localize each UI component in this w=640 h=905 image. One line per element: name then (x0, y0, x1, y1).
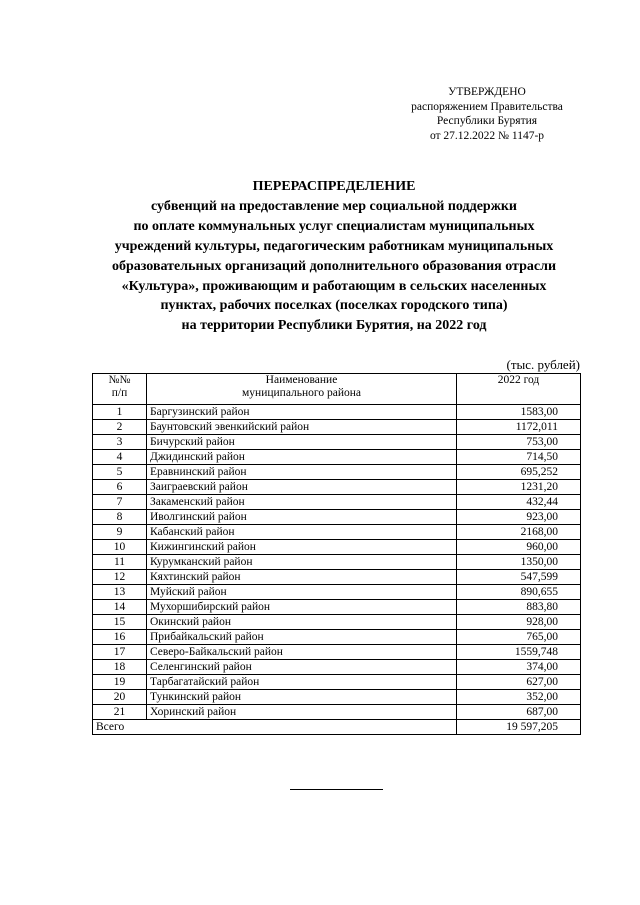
title-line: учреждений культуры, педагогическим работникам муниципальных (114, 238, 554, 254)
title-line: пунктах, рабочих поселках (поселках городского типа) (160, 298, 508, 314)
table-row (93, 480, 581, 495)
table-row (93, 660, 581, 675)
closing-rule (290, 789, 383, 790)
row-number: 21 (93, 705, 147, 720)
row-number: 14 (93, 600, 147, 615)
total-amount: 19 597,205 (457, 720, 581, 735)
row-number: 17 (93, 645, 147, 660)
row-number: 6 (93, 480, 147, 495)
row-number: 7 (93, 495, 147, 510)
table-row (93, 510, 581, 525)
table-row (93, 600, 581, 615)
row-district-name: Мухоршибирский район (147, 600, 457, 615)
row-district-name: Хоринский район (147, 705, 457, 720)
title-line: образовательных организаций дополнительного образования отрасли (111, 258, 557, 274)
row-district-name: Селенгинский район (147, 660, 457, 675)
approval-date: от 27.12.2022 № 1147-р (429, 129, 545, 142)
row-amount: 1559,748 (457, 645, 581, 660)
row-district-name: Джидинский район (147, 450, 457, 465)
title-line: ПЕРЕРАСПРЕДЕЛЕНИЕ (252, 179, 416, 194)
header-name (147, 374, 457, 405)
row-district-name: Тарбагатайский район (147, 675, 457, 690)
approval-line: распоряжением Правительства (411, 100, 563, 113)
row-number: 20 (93, 690, 147, 705)
approval-line: Республики Бурятия (436, 115, 538, 127)
distribution-table (92, 373, 581, 735)
table-row (93, 405, 581, 420)
table-row (93, 615, 581, 630)
row-amount: 883,80 (457, 600, 581, 615)
table-row (93, 465, 581, 480)
table-row (93, 495, 581, 510)
row-amount: 1583,00 (457, 405, 581, 420)
row-number: 18 (93, 660, 147, 675)
table-row (93, 690, 581, 705)
table-row (93, 420, 581, 435)
row-number: 19 (93, 675, 147, 690)
row-amount: 695,252 (457, 465, 581, 480)
row-amount: 627,00 (457, 675, 581, 690)
table-row (93, 705, 581, 720)
row-number: 3 (93, 435, 147, 450)
row-district-name: Северо-Байкальский район (147, 645, 457, 660)
row-district-name: Кижингинский район (147, 540, 457, 555)
table-total-row (93, 720, 581, 735)
table-row (93, 570, 581, 585)
header-name-line2: муниципального района (242, 387, 361, 399)
row-amount: 2168,00 (457, 525, 581, 540)
header-number-line1: №№ (108, 374, 131, 386)
header-number-line2: п/п (111, 387, 128, 399)
row-number: 15 (93, 615, 147, 630)
row-number: 2 (93, 420, 147, 435)
total-label: Всего (93, 720, 457, 735)
row-amount: 923,00 (457, 510, 581, 525)
row-amount: 352,00 (457, 690, 581, 705)
approval-block (392, 85, 582, 143)
row-district-name: Кабанский район (147, 525, 457, 540)
row-amount: 547,599 (457, 570, 581, 585)
row-number: 16 (93, 630, 147, 645)
row-district-name: Закаменский район (147, 495, 457, 510)
table-row (93, 525, 581, 540)
document-title (84, 177, 584, 336)
table-row (93, 645, 581, 660)
title-line: «Культура», проживающим и работающим в сельских населенных (121, 278, 547, 294)
row-number: 1 (93, 405, 147, 420)
row-district-name: Прибайкальский район (147, 630, 457, 645)
row-amount: 890,655 (457, 585, 581, 600)
row-amount: 960,00 (457, 540, 581, 555)
table-row (93, 435, 581, 450)
title-line: субвенций на предоставление мер социальной поддержки (151, 198, 517, 214)
row-district-name: Еравнинский район (147, 465, 457, 480)
row-amount: 714,50 (457, 450, 581, 465)
row-district-name: Окинский район (147, 615, 457, 630)
title-line: на территории Республики Бурятия, на 2022 год (181, 318, 487, 334)
title-line: по оплате коммунальных услуг специалистам муниципальных (133, 218, 535, 234)
row-amount: 374,00 (457, 660, 581, 675)
approval-heading: УТВЕРЖДЕНО (448, 86, 526, 98)
row-number: 13 (93, 585, 147, 600)
row-number: 10 (93, 540, 147, 555)
row-number: 12 (93, 570, 147, 585)
unit-label: (тыс. рублей) (506, 357, 580, 372)
row-district-name: Курумканский район (147, 555, 457, 570)
row-number: 11 (93, 555, 147, 570)
row-district-name: Баунтовский эвенкийский район (147, 420, 457, 435)
header-year: 2022 год (457, 374, 581, 405)
table-row (93, 555, 581, 570)
header-name-line1: Наименование (265, 374, 338, 386)
table-row (93, 540, 581, 555)
row-district-name: Бичурский район (147, 435, 457, 450)
table-row (93, 675, 581, 690)
row-district-name: Кяхтинский район (147, 570, 457, 585)
table-header-row (93, 374, 581, 405)
header-number (93, 374, 147, 405)
row-amount: 753,00 (457, 435, 581, 450)
row-amount: 687,00 (457, 705, 581, 720)
table-row (93, 585, 581, 600)
row-number: 8 (93, 510, 147, 525)
row-number: 4 (93, 450, 147, 465)
row-amount: 1350,00 (457, 555, 581, 570)
row-amount: 928,00 (457, 615, 581, 630)
row-district-name: Баргузинский район (147, 405, 457, 420)
row-amount: 432,44 (457, 495, 581, 510)
row-amount: 1231,20 (457, 480, 581, 495)
table-row (93, 630, 581, 645)
table-row (93, 450, 581, 465)
row-number: 9 (93, 525, 147, 540)
row-district-name: Тункинский район (147, 690, 457, 705)
row-district-name: Муйский район (147, 585, 457, 600)
row-number: 5 (93, 465, 147, 480)
row-amount: 765,00 (457, 630, 581, 645)
row-district-name: Заиграевский район (147, 480, 457, 495)
row-amount: 1172,011 (457, 420, 581, 435)
row-district-name: Иволгинский район (147, 510, 457, 525)
